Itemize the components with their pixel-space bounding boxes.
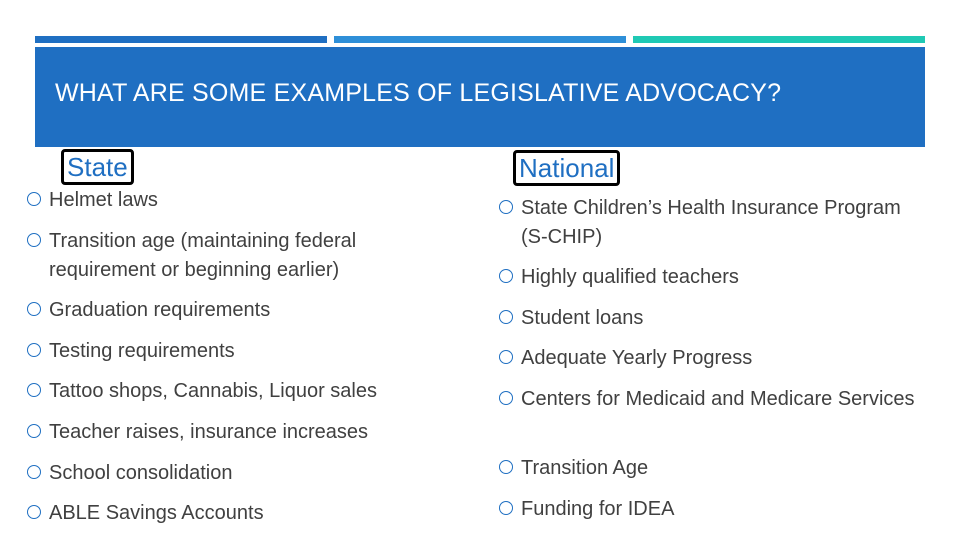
circle-bullet-icon <box>499 350 513 364</box>
state-heading: State <box>61 149 134 185</box>
national-item-text: State Children’s Health Insurance Program (S-CHIP) <box>521 197 901 248</box>
state-item-able <box>27 499 469 528</box>
title-band <box>35 47 925 147</box>
circle-bullet-icon <box>499 460 513 474</box>
circle-bullet-icon <box>499 310 513 324</box>
national-item-schip <box>499 194 921 252</box>
circle-bullet-icon <box>27 192 41 206</box>
circle-bullet-icon <box>27 424 41 438</box>
circle-bullet-icon <box>27 233 41 247</box>
national-heading: National <box>513 150 620 186</box>
national-item-transition <box>499 454 941 483</box>
state-item-text: Helmet laws <box>49 189 158 211</box>
national-item-text: Transition Age <box>521 457 649 479</box>
state-item-testing <box>27 337 469 366</box>
state-item-teacher-raises <box>27 418 489 447</box>
state-item-text: Testing requirements <box>49 340 235 362</box>
state-item-consolidation <box>27 459 469 488</box>
national-item-cms <box>499 385 931 414</box>
circle-bullet-icon <box>499 269 513 283</box>
state-item-transition-age <box>27 227 449 285</box>
state-item-text: ABLE Savings Accounts <box>49 502 264 524</box>
state-item-tattoo <box>27 377 489 406</box>
state-item-text: School consolidation <box>49 462 233 484</box>
national-item-text: Adequate Yearly Progress <box>521 347 753 369</box>
circle-bullet-icon <box>27 343 41 357</box>
state-item-text: Tattoo shops, Cannabis, Liquor sales <box>49 380 377 402</box>
national-item-text: Student loans <box>521 307 644 329</box>
slide-title: WHAT ARE SOME EXAMPLES OF LEGISLATIVE ADVOCACY? <box>55 79 782 107</box>
state-item-text: Graduation requirements <box>49 299 271 321</box>
national-item-ayp <box>499 344 941 373</box>
national-item-text: Funding for IDEA <box>521 498 675 520</box>
accent-bar-left <box>35 36 327 43</box>
circle-bullet-icon <box>27 383 41 397</box>
circle-bullet-icon <box>499 501 513 515</box>
national-item-text: Centers for Medicaid and Medicare Services <box>521 388 915 410</box>
accent-bar-right <box>633 36 925 43</box>
national-item-loans <box>499 304 941 333</box>
national-item-text: Highly qualified teachers <box>521 266 739 288</box>
circle-bullet-icon <box>499 391 513 405</box>
accent-bar-middle <box>334 36 626 43</box>
circle-bullet-icon <box>499 200 513 214</box>
state-item-text: Transition age (maintaining federal requirement or beginning earlier) <box>49 230 357 281</box>
state-item-graduation <box>27 296 469 325</box>
circle-bullet-icon <box>27 505 41 519</box>
national-item-idea <box>499 495 941 524</box>
state-item-helmet-laws <box>27 186 469 215</box>
circle-bullet-icon <box>27 302 41 316</box>
national-item-teachers <box>499 263 941 292</box>
state-item-text: Teacher raises, insurance increases <box>49 421 369 443</box>
circle-bullet-icon <box>27 465 41 479</box>
